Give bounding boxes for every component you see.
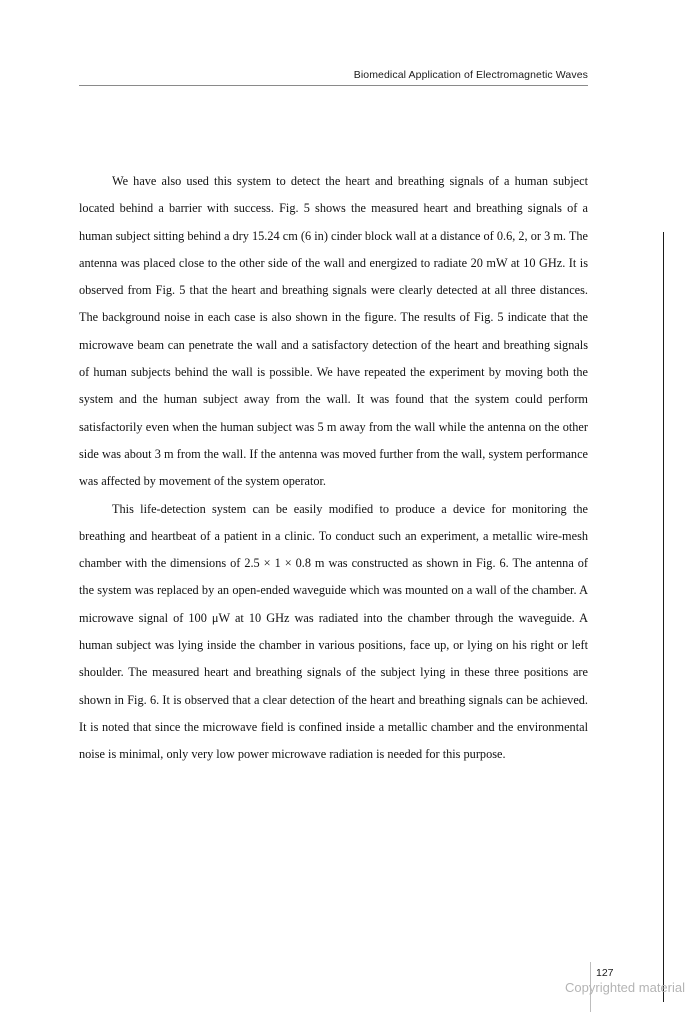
running-header: Biomedical Application of Electromagnetic Waves	[353, 69, 588, 81]
page-edge-line	[663, 232, 664, 1002]
paragraph-2: This life-detection system can be easily modified to produce a device for monitoring the breathing and heartbeat of a patient in a clinic. To conduct such an experiment, a metallic wire-mesh chamber with the dimensions of 2.5 × 1 × 0.8 m was constructed as shown in Fig. 6. The antenna of the system was replaced by an open-ended waveguide which was mounted on a wall of the chamber. A microwave signal of 100 μW at 10 GHz was radiated into the chamber through the waveguide. A human subject was lying inside the chamber in various positions, face up, or lying on his right or left shoulder. The measured heart and breathing signals of the subject lying in these three positions are shown in Fig. 6. It is observed that a clear detection of the heart and breathing signals can be achieved. It is noted that since the microwave field is confined inside a metallic chamber and the environmental noise is minimal, only very low power microwave radiation is needed for this purpose.	[79, 501, 588, 762]
page-number: 127	[596, 967, 614, 979]
body-text	[79, 168, 588, 769]
paragraph-1: We have also used this system to detect the heart and breathing signals of a human subject located behind a barrier with success. Fig. 5 shows the measured heart and breathing signals of a human subject sitting behind a dry 15.24 cm (6 in) cinder block wall at a distance of 0.6, 2, or 3 m. The antenna was placed close to the other side of the wall and energized to radiate 20 mW at 10 GHz. It is observed from Fig. 5 that the heart and breathing signals were clearly detected at all three distances. The background noise in each case is also shown in the figure. The results of Fig. 5 indicate that the microwave beam can penetrate the wall and a satisfactory detection of the heart and breathing signals of human subjects behind the wall is possible. We have repeated the experiment by moving both the system and the human subject away from the wall. It was found that the system could perform satisfactorily even when the human subject was 5 m away from the wall while the antenna on the other side was about 3 m from the wall. If the antenna was moved further from the wall, system performance was affected by movement of the system operator.	[79, 174, 588, 489]
header-rule	[79, 85, 588, 86]
copyright-watermark: Copyrighted material	[565, 980, 685, 995]
